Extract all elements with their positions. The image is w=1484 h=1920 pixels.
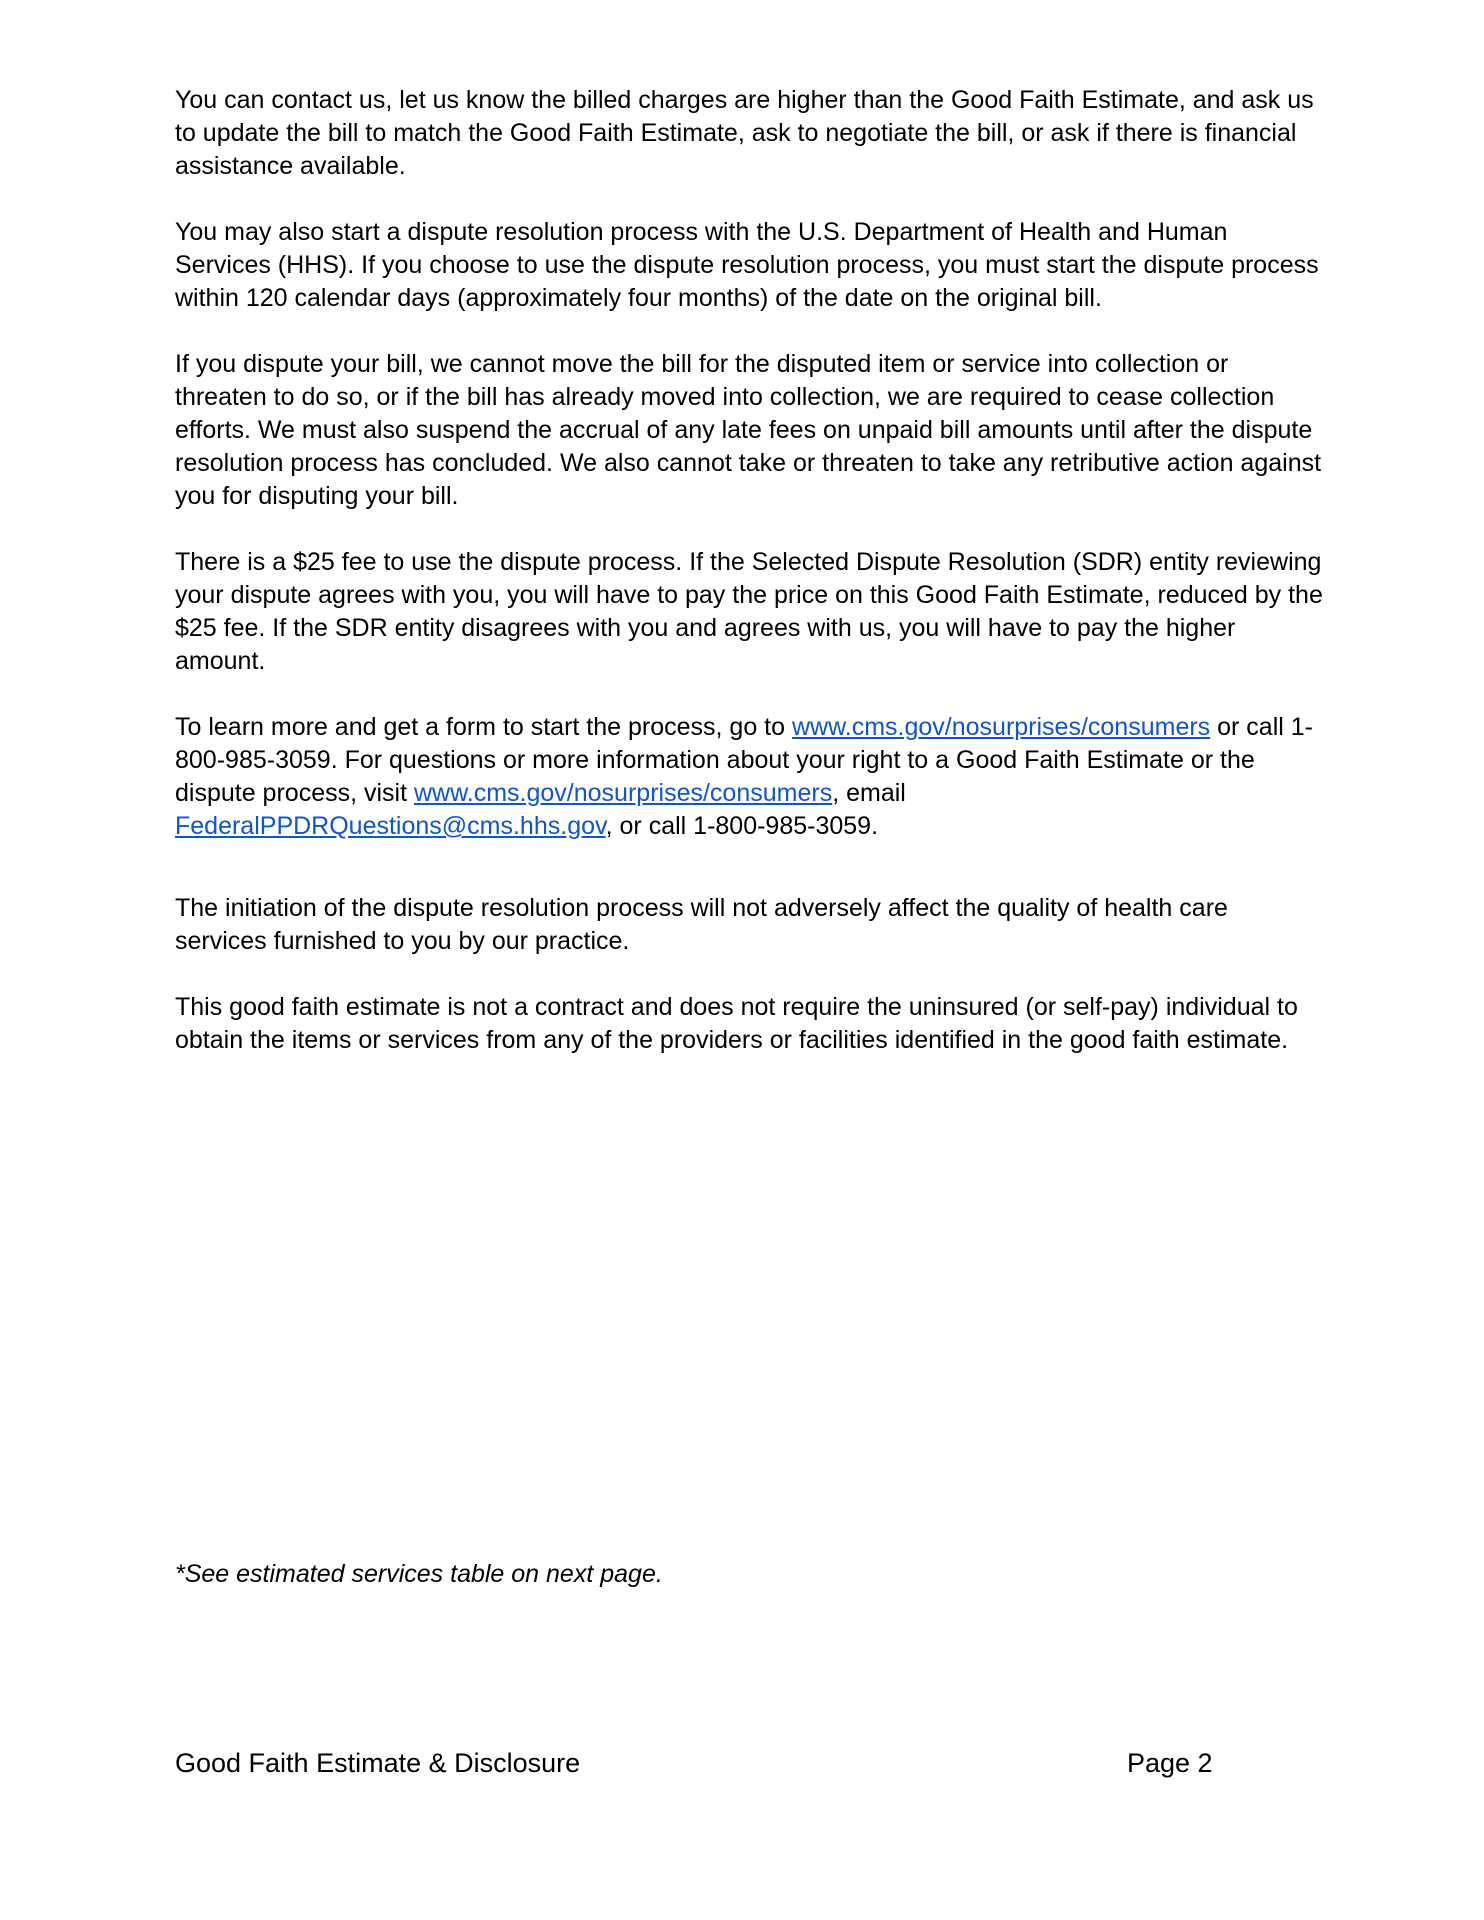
- paragraph-dispute-resolution: You may also start a dispute resolution process with the U.S. Department of Health and Human Services (HHS). If you choose to use the dispute resolution process, you must start the dispute process within 120 calendar days (approximately four months) of the date on the original bill.: [175, 218, 1319, 312]
- footer-document-title: Good Faith Estimate & Disclosure: [175, 1748, 581, 1778]
- footer-page-number: Page 2: [1127, 1748, 1213, 1778]
- next-page-note: *See estimated services table on next page.: [175, 1560, 663, 1588]
- learn-more-text-4: , or call 1-800-985-3059.: [605, 812, 879, 840]
- paragraph-contact-us: You can contact us, let us know the billed charges are higher than the Good Faith Estimate, and ask us to update the bill to match the Good Faith Estimate, ask to negotiate the bill, or ask if there is financial assistance available.: [175, 86, 1314, 180]
- cms-consumers-link-2[interactable]: www.cms.gov/nosurprises/consumers: [414, 779, 833, 807]
- paragraph-dispute-fee: There is a $25 fee to use the dispute process. If the Selected Dispute Resolution (SDR) entity reviewing your dispute agrees with you, you will have to pay the price on this Good Faith Estimate, reduced by the $25 fee. If the SDR entity disagrees with you and agrees with us, you will have to pay the higher amount.: [175, 548, 1323, 675]
- paragraph-not-a-contract: This good faith estimate is not a contract and does not require the uninsured (or self-pay) individual to obtain the items or services from any of the providers or facilities identified in the good faith estimate.: [175, 993, 1298, 1054]
- document-body: [175, 84, 1325, 1057]
- paragraph-quality-of-care: The initiation of the dispute resolution process will not adversely affect the quality of health care services furnished to you by our practice.: [175, 894, 1228, 955]
- cms-consumers-link-1[interactable]: www.cms.gov/nosurprises/consumers: [791, 713, 1211, 741]
- federal-ppdr-email-link[interactable]: FederalPPDRQuestions@cms.hhs.gov: [175, 812, 606, 840]
- learn-more-text-2: or call 1-800-985-3059. For questions or more information about your right to a Good Faith Estimate or the dispute process, visit: [175, 713, 1313, 807]
- learn-more-text-1: To learn more and get a form to start the process, go to: [175, 713, 792, 741]
- paragraph-collection-protections: If you dispute your bill, we cannot move the bill for the disputed item or service into collection or threaten to do so, or if the bill has already moved into collection, we are required to cease collection efforts. We must also suspend the accrual of any late fees on unpaid bill amounts until after the dispute resolution process has concluded. We also cannot take or threaten to take any retributive action against you for disputing your bill.: [175, 350, 1322, 510]
- learn-more-text-3: , email: [832, 779, 906, 807]
- paragraph-learn-more: [175, 711, 1325, 843]
